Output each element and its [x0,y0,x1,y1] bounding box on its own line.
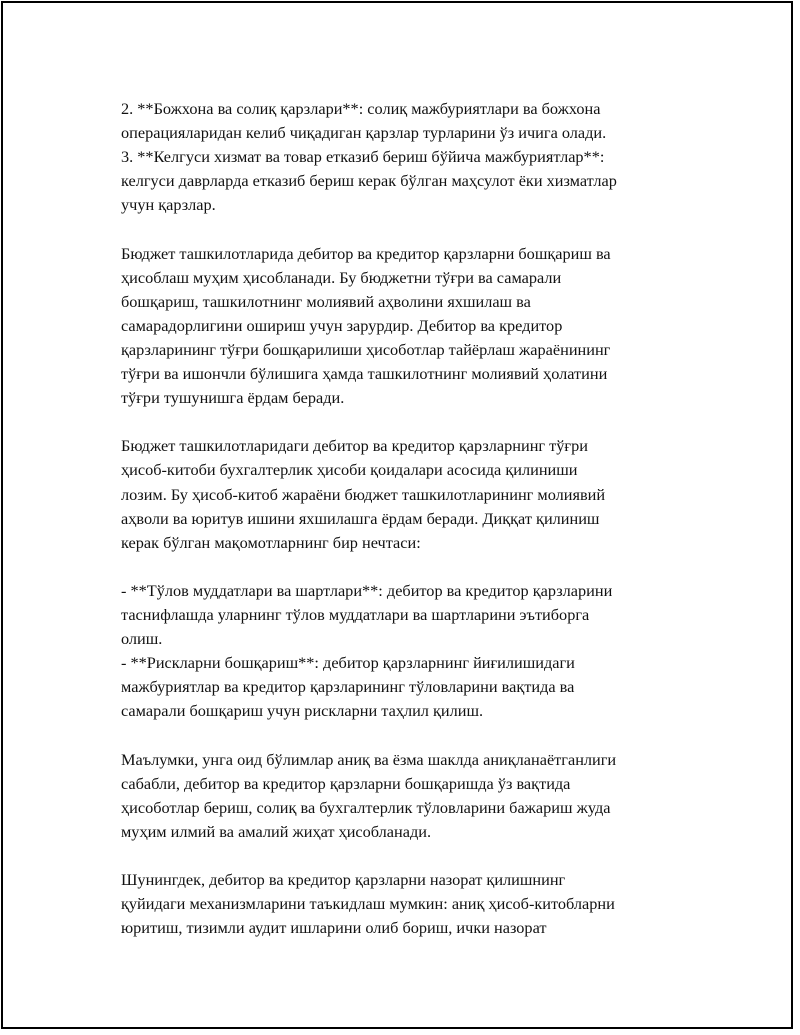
text-line: Маълумки, унга оид бўлимлар аниқ ва ёзма шаклда аниқланаётганлиги [121,749,617,769]
paragraph-debt-types [121,97,691,217]
text-line: муҳим илмий ва амалий жиҳат ҳисобланади. [121,821,432,841]
text-line: керак бўлган мақомотларнинг бир нечтаси: [121,532,421,552]
text-line: - **Тўлов муддатлари ва шартлари**: дебитор ва кредитор қарзларини [121,580,613,600]
text-line: - **Рискларни бошқариш**: дебитор қарзларнинг йиғилишидаги [121,653,575,673]
text-line: аҳволи ва юритув ишини яхшилашга ёрдам беради. Диққат қилиниш [121,508,600,528]
paragraph-control-mechanisms [121,868,691,940]
text-line: операцияларидан келиб чиқадиган қарзлар турларини ўз ичига олади. [121,123,607,143]
text-line: ҳисоботлар бериш, солиқ ва бухгалтерлик тўловларини бажариш жуда [121,797,611,817]
document-body [121,97,691,940]
text-line: 2. **Божхона ва солиқ қарзлари**: солиқ мажбуриятлари ва божхона [121,99,601,118]
paragraph-accounting-rules [121,434,691,554]
text-line: ҳисоб-китоби бухгалтерлик ҳисоби қоидалари асосида қилиниши [121,460,578,480]
text-line: таснифлашда уларнинг тўлов муддатлари ва шартларини эътиборга [121,604,590,624]
text-line: 3. **Келгуси хизмат ва товар етказиб бериш бўйича мажбуриятлар**: [121,147,605,167]
text-line: олиш. [121,629,163,649]
paragraph-reporting [121,748,691,844]
text-line: Бюджет ташкилотларида дебитор ва кредитор қарзларни бошқариш ва [121,243,611,263]
text-line: самарали бошқариш учун рискларни таҳлил қилиш. [121,701,484,721]
text-line: сабабли, дебитор ва кредитор қарзларни бошқаришда ўз вақтида [121,773,571,793]
text-line: келгуси даврларда етказиб бериш керак бўлган маҳсулот ёки хизматлар [121,171,617,191]
text-line: учун қарзлар. [121,195,216,215]
text-line: юритиш, тизимли аудит ишларини олиб бориш, ички назорат [121,918,547,938]
text-line: қарзларининг тўғри бошқарилиши ҳисоботлар тайёрлаш жараёнининг [121,339,611,359]
text-line: Бюджет ташкилотларидаги дебитор ва кредитор қарзларнинг тўғри [121,436,588,456]
text-line: лозим. Бу ҳисоб-китоб жараёни бюджет ташкилотларининг молиявий [121,484,606,504]
text-line: ҳисоблаш муҳим ҳисобланади. Бу бюджетни тўғри ва самарали [121,267,562,287]
text-line: қуйидаги механизмларини таъкидлаш мумкин: аниқ ҳисоб-китобларни [121,894,615,914]
text-line: самарадорлигини ошириш учун зарурдир. Дебитор ва кредитор [121,315,563,335]
text-line: бошқариш, ташкилотнинг молиявий аҳволини яхшилаш ва [121,291,531,311]
text-line: Шунингдек, дебитор ва кредитор қарзларни назорат қилишнинг [121,870,566,889]
paragraph-attention-list [121,579,691,724]
text-line: мажбуриятлар ва кредитор қарзларининг тўловларини вақтида ва [121,677,575,697]
page-frame [1,1,793,1029]
text-line: тўғри ва ишончли бўлишига ҳамда ташкилотнинг молиявий ҳолатини [121,364,608,384]
text-line: тўғри тушунишга ёрдам беради. [121,388,345,408]
paragraph-management-importance [121,242,691,411]
